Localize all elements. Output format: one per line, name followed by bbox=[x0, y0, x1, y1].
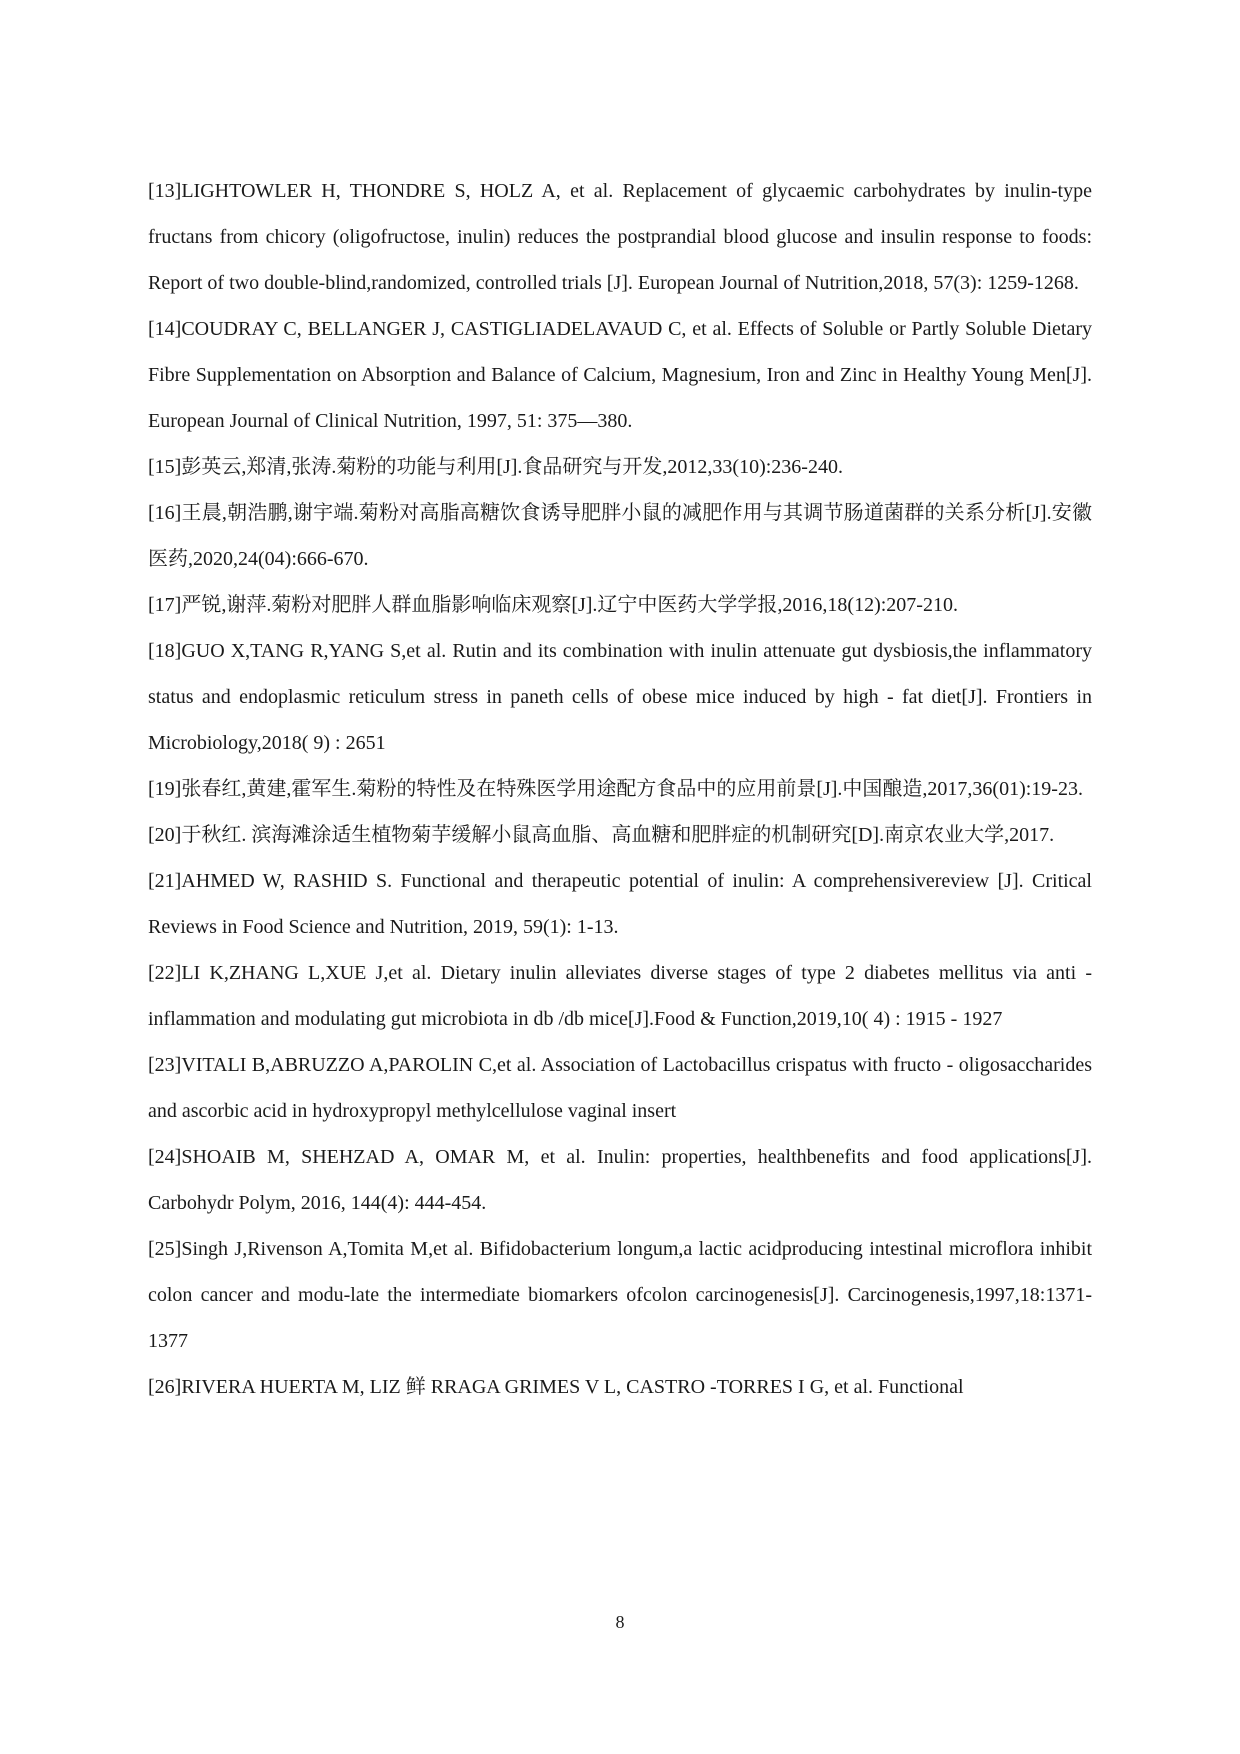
reference-19: [19]张春红,黄建,霍军生.菊粉的特性及在特殊医学用途配方食品中的应用前景[J].中国酿造,2017,36(01):19-23. bbox=[148, 778, 1083, 800]
reference-15: [15]彭英云,郑清,张涛.菊粉的功能与利用[J].食品研究与开发,2012,33(10):236-240. bbox=[148, 456, 843, 478]
reference-16: [16]王晨,朝浩鹏,谢宇端.菊粉对高脂高糖饮食诱导肥胖小鼠的减肥作用与其调节肠道菌群的关系分析[J].安徽医药,2020,24(04):666-670. bbox=[148, 502, 1092, 570]
reference-23: [23]VITALI B,ABRUZZO A,PAROLIN C,et al. Association of Lactobacillus crispatus with fructo - oligosaccharides and ascorbic acid in hydroxypropyl methylcellulose vaginal insert bbox=[148, 1054, 1092, 1122]
page-number: 8 bbox=[615, 1612, 625, 1632]
reference-22: [22]LI K,ZHANG L,XUE J,et al. Dietary inulin alleviates diverse stages of type 2 diabetes mellitus via anti - inflammation and modulating gut microbiota in db /db mice[J].Food & Function,2019,10( 4) : 1915 - 1927 bbox=[148, 962, 1092, 1030]
reference-list bbox=[148, 168, 1092, 1410]
reference-24: [24]SHOAIB M, SHEHZAD A, OMAR M, et al. Inulin: properties, healthbenefits and food applications[J]. Carbohydr Polym, 2016, 144(4): 444-454. bbox=[148, 1146, 1092, 1214]
reference-14: [14]COUDRAY C, BELLANGER J, CASTIGLIADELAVAUD C, et al. Effects of Soluble or Partly Soluble Dietary Fibre Supplementation on Absorption and Balance of Calcium, Magnesium, Iron and Zinc in Healthy Young Men[J]. European Journal of Clinical Nutrition, 1997, 51: 375—380. bbox=[148, 318, 1092, 432]
reference-25: [25]Singh J,Rivenson A,Tomita M,et al. Bifidobacterium longum,a lactic acidproducing intestinal microflora inhibit colon cancer and modu-late the intermediate biomarkers ofcolon carcinogenesis[J]. Carcinogenesis,1997,18:1371-1377 bbox=[148, 1238, 1092, 1352]
reference-21: [21]AHMED W, RASHID S. Functional and therapeutic potential of inulin: A comprehensivereview [J]. Critical Reviews in Food Science and Nutrition, 2019, 59(1): 1-13. bbox=[148, 870, 1092, 938]
reference-13: [13]LIGHTOWLER H, THONDRE S, HOLZ A, et al. Replacement of glycaemic carbohydrates by inulin-type fructans from chicory (oligofructose, inulin) reduces the postprandial blood glucose and insulin response to foods: Report of two double-blind,randomized, controlled trials [J]. European Journal of Nutrition,2018, 57(3): 1259-1268. bbox=[148, 180, 1092, 294]
reference-26: [26]RIVERA HUERTA M, LIZ 鲜 RRAGA GRIMES V L, CASTRO -TORRES I G, et al. Functional bbox=[148, 1376, 964, 1398]
reference-17: [17]严锐,谢萍.菊粉对肥胖人群血脂影响临床观察[J].辽宁中医药大学学报,2016,18(12):207-210. bbox=[148, 594, 958, 616]
reference-20: [20]于秋红. 滨海滩涂适生植物菊芋缓解小鼠高血脂、高血糖和肥胖症的机制研究[D].南京农业大学,2017. bbox=[148, 824, 1055, 846]
reference-18: [18]GUO X,TANG R,YANG S,et al. Rutin and its combination with inulin attenuate gut dysbiosis,the inflammatory status and endoplasmic reticulum stress in paneth cells of obese mice induced by high - fat diet[J]. Frontiers in Microbiology,2018( 9) : 2651 bbox=[148, 640, 1092, 754]
